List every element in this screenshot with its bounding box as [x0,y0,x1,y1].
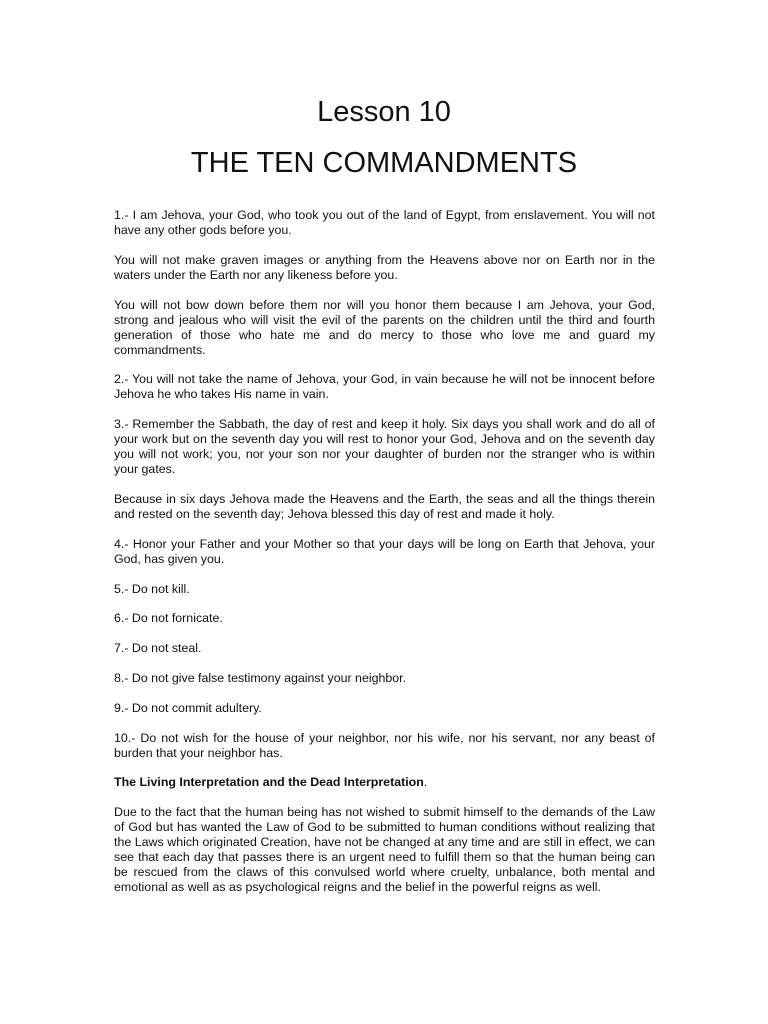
commandment-3: 3.- Remember the Sabbath, the day of rest and keep it holy. Six days you shall work and do all of your work but on the seventh day you will rest to honor your God, Jehova and on the seventh day you will not work; you, nor your son nor your daughter of burden nor the stranger who is within your gates. [114,417,655,477]
document-body [114,208,655,895]
section-heading-period: . [423,775,428,790]
commandment-1-graven-images: You will not make graven images or anything from the Heavens above nor on Earth nor in the waters under the Earth nor any likeness before you. [114,252,655,282]
section-heading [114,775,655,790]
commandment-8: 8.- Do not give false testimony against your neighbor. [114,670,407,685]
lesson-number: Lesson 10 [317,96,451,128]
page-title: THE TEN COMMANDMENTS [190,147,578,179]
commandment-5: 5.- Do not kill. [114,581,190,596]
commandment-2: 2.- You will not take the name of Jehova, your God, in vain because he will not be innocent before Jehova he who takes His name in vain. [114,372,655,402]
commandment-3-because: Because in six days Jehova made the Heavens and the Earth, the seas and all the things therein and rested on the seventh day; Jehova blessed this day of rest and made it holy. [114,491,655,521]
commandment-9: 9.- Do not commit adultery. [114,700,262,715]
closing-paragraph: Due to the fact that the human being has not wished to submit himself to the demands of the Law of God but has wanted the Law of God to be submitted to human conditions without realizing that the Laws which originated Creation, have not be changed at any time and are still in effect, we can see that each day that passes there is an urgent need to fulfill them so that the human being can be rescued from the claws of this convulsed world where cruelty, unbalance, both mental and emotional as well as as psychological reigns and the belief in the powerful reigns as well. [114,805,655,895]
section-heading-text: The Living Interpretation and the Dead Interpretation [114,775,424,790]
commandment-10: 10.- Do not wish for the house of your neighbor, nor his wife, nor his servant, nor any beast of burden that your neighbor has. [114,730,655,760]
commandment-1: 1.- I am Jehova, your God, who took you out of the land of Egypt, from enslavement. You will not have any other gods before you. [114,208,655,237]
commandment-7: 7.- Do not steal. [114,641,202,656]
commandment-4: 4.- Honor your Father and your Mother so that your days will be long on Earth that Jehova, your God, has given you. [114,536,655,566]
commandment-1-bow-down: You will not bow down before them nor will you honor them because I am Jehova, your God, strong and jealous who will visit the evil of the parents on the children until the third and fourth generation of those who hate me and do mercy to those who love me and guard my commandments. [114,297,655,357]
commandment-6: 6.- Do not fornicate. [114,611,223,626]
